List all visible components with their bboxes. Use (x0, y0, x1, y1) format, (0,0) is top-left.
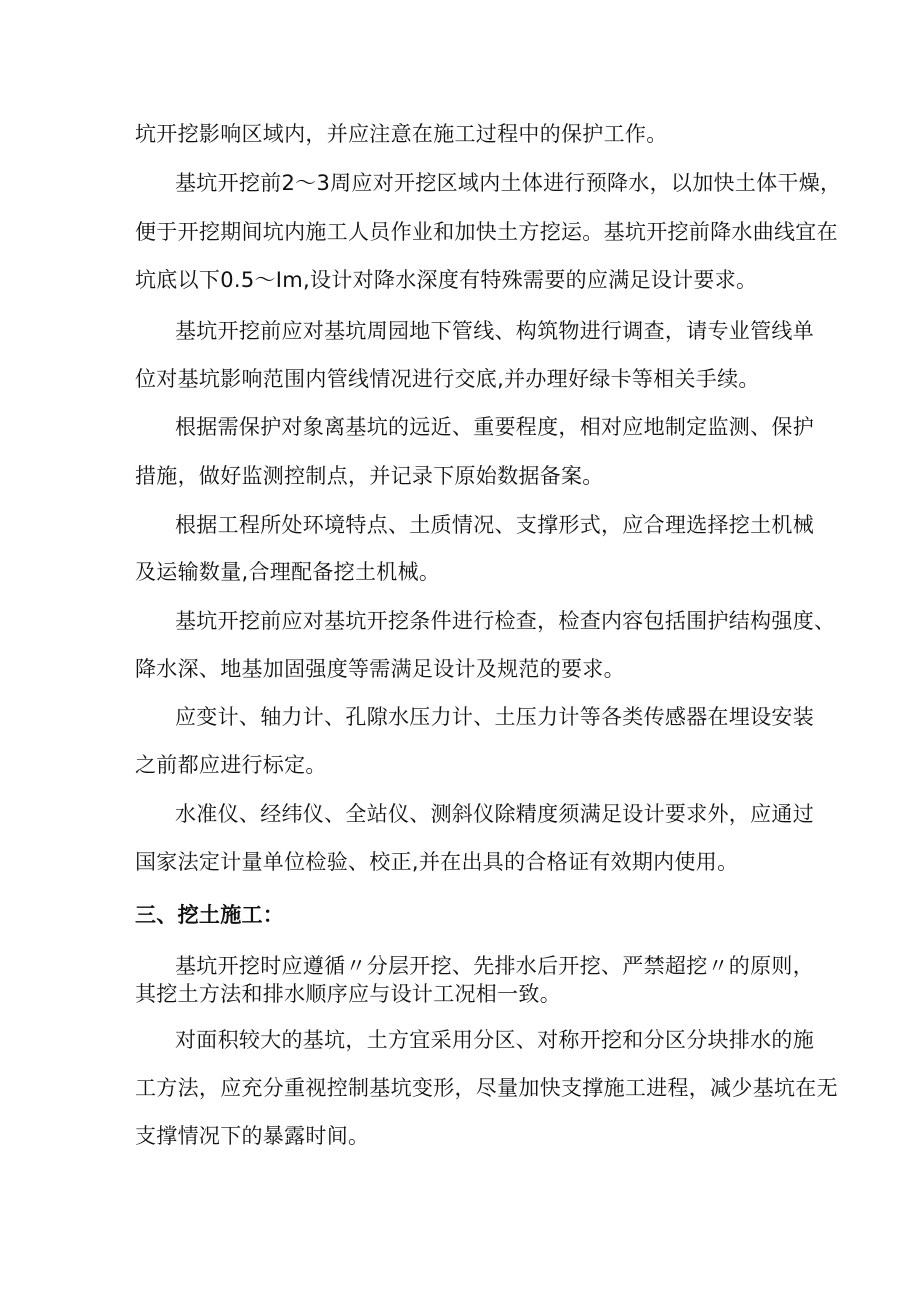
paragraph-line: 水准仪、经纬仪、全站仪、测斜仪除精度须满足设计要求外，应通过 (175, 802, 814, 826)
paragraph-line: 基坑开挖时应遵循〃分层开挖、先排水后开挖、严禁超挖〃的原则， (175, 954, 814, 978)
paragraph-line: 及运输数量,合理配备挖土机械。 (135, 560, 441, 584)
paragraph-line: 便于开挖期间坑内施工人员作业和加快土方挖运。基坑开挖前降水曲线宜在 (135, 220, 838, 244)
paragraph-line: 根据需保护对象离基坑的远近、重要程度，相对应地制定监测、保护 (175, 415, 814, 439)
paragraph-line: 坑开挖影响区域内，并应注意在施工过程中的保护工作。 (135, 122, 668, 146)
paragraph-line: 国家法定计量单位检验、校正,并在出具的合格证有效期内使用。 (135, 850, 739, 874)
paragraph-line: 位对基坑影响范围内管线情况进行交底,并办理好绿卡等相关手续。 (135, 367, 760, 391)
paragraph-line: 之前都应进行标定。 (135, 753, 327, 777)
paragraph-line: 支撑情况下的暴露时间。 (135, 1124, 370, 1148)
paragraph-line: 基坑开挖前2～3周应对开挖区域内土体进行预降水，以加快土体干燥， (175, 171, 842, 195)
paragraph-line: 坑底以下0.5～Im,设计对降水深度有特殊需要的应满足设计要求。 (135, 268, 758, 292)
paragraph-line: 根据工程所处环境特点、土质情况、支撑形式，应合理选择挖土机械 (175, 513, 814, 537)
paragraph-line: 降水深、地基加固强度等需满足设计及规范的要求。 (135, 657, 625, 681)
paragraph-line: 基坑开挖前应对基坑开挖条件进行检查，检查内容包括围护结构强度、 (175, 609, 836, 633)
paragraph-line: 应变计、轴力计、孔隙水压力计、土压力计等各类传感器在埋设安装 (175, 705, 814, 729)
paragraph-line: 措施，做好监测控制点，并记录下原始数据备案。 (135, 464, 604, 488)
paragraph-line: 其挖土方法和排水顺序应与设计工况相一致。 (135, 982, 561, 1006)
paragraph-line: 基坑开挖前应对基坑周园地下管线、构筑物进行调查，请专业管线单 (175, 319, 814, 343)
paragraph-line: 对面积较大的基坑，土方宜采用分区、对称开挖和分区分块排水的施 (175, 1028, 814, 1052)
paragraph-line: 工方法，应充分重视控制基坑变形，尽量加快支撑施工进程，减少基坑在无 (135, 1076, 838, 1100)
section-heading: 三、挖土施工： (135, 903, 285, 927)
